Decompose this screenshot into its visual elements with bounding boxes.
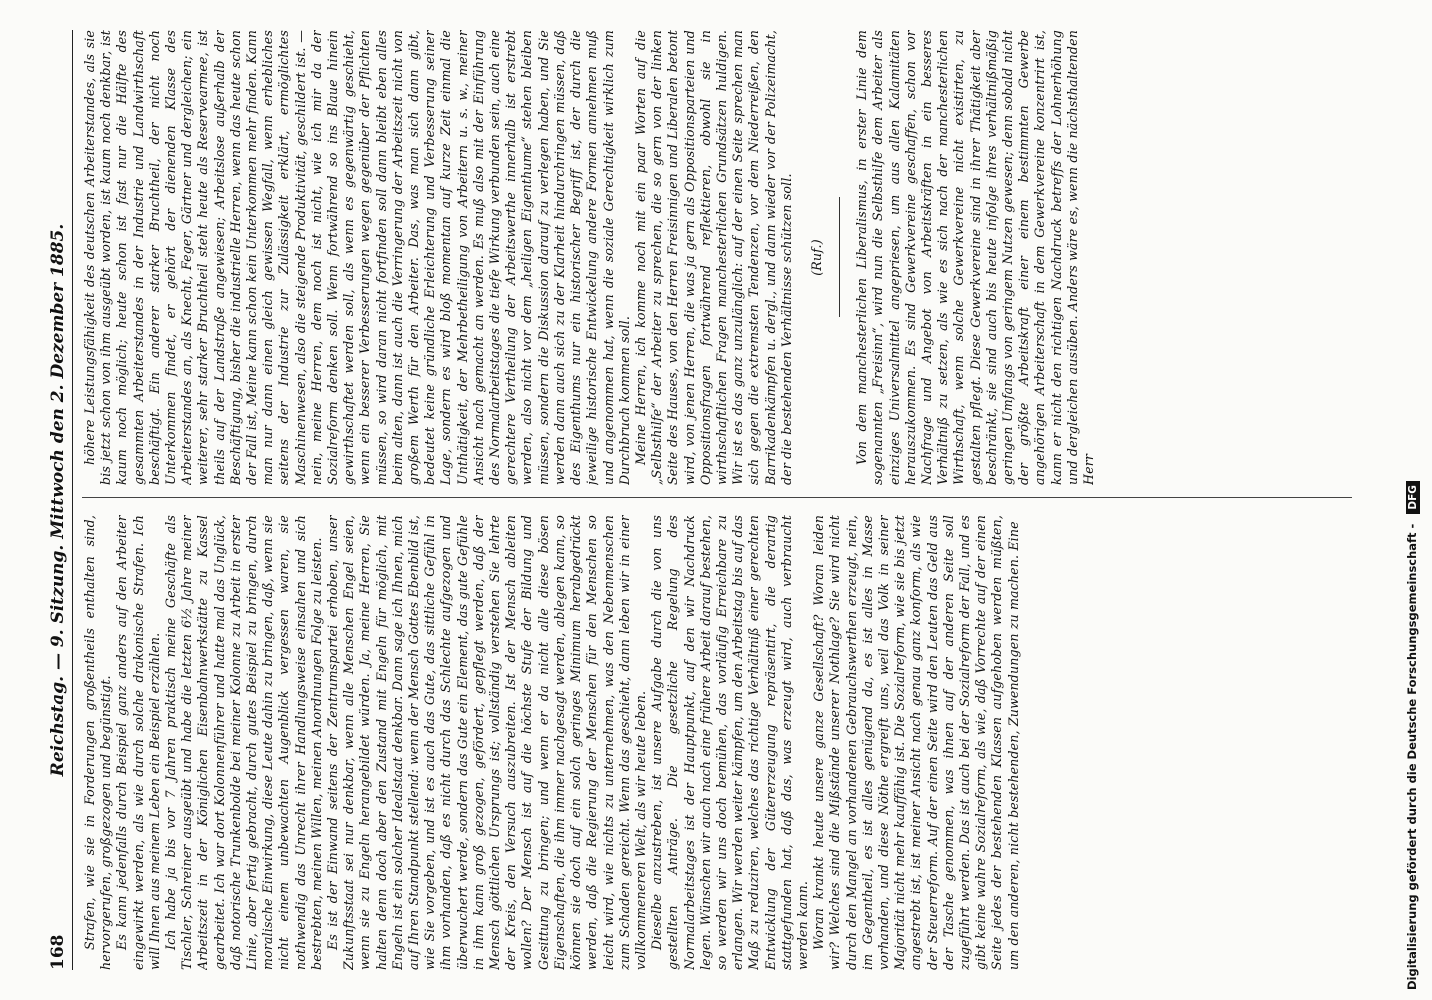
paragraph: Dieselbe anzustreben, ist unsere Aufgabe durch die von uns gestellten Anträge. Die gesetzliche Regelung des Normalarbeitstages ist der Hauptpunkt, auf den wir Nachdruck legen. Wünschen wir auch nach eine frühere Arbeit darauf bestehen, so werden wir uns doch bemühen, das vorläufig Erreichbare zu erlangen. Wir werden weiter kämpfen, um den Arbeitstag bis auf das Maß zu reduziren, welches das richtige Verhältniß einer gerechten Entwicklung der Gütererzeugung repräsentirt, die derartig stattgefunden hat, daß das, was erzeugt wird, auch verbraucht werden kann. bbox=[649, 515, 810, 970]
rotated-page bbox=[26, 20, 1366, 980]
paragraph: höhere Leistungsfähigkeit des deutschen Arbeiterstandes, als sie bis jetzt schon von ihm ausgeübt worden, ist kaum noch denkbar, ist kaum noch möglich; heute schon ist fast nur die Hälfte des gesammten Arbeiterstandes in der Industrie und Landwirthschaft beschäftigt. Ein anderer starker Bruchtheil, der nicht noch Unterkommen findet, er gehört der dienenden Klasse des Arbeiterstandes an, als Knecht, Feger, Gärtner und dergleichen; ein weiterer, sehr starker Bruchtheil steht heute als Reservearmee, ist theils auf der Landstraße angewiesen; Arbeitslose außerhalb der Beschäftigung, bisher die industrielle Herren, wenn das heute schon der Fall ist, Meine kann schon kein Unterkommen mehr finden. Kann man nur dann einen gleich gewissen Wegfall, wenn erhebliches seitens der Industrie zur Zulässigkeit erklärt, ermöglichtes Maschinenwesen, also die steigende Produktivität, geschildert ist. — nein, meine Herren, dem noch ist nicht, wie ich mir da der Sozialreform denken soll. Wenn fortwährend so ins Blaue hinein gewirthschaftet werden soll, als wenn es gegenwärtig geschieht, wenn ein besserer Verbesserungen wegen gegenüber der Pflichten müssen, so wird daran nicht fortfinden soll dann bleibt eben alles beim alten, dann ist auch die Verringerung der Arbeitszeit nicht von großem Werth für den Arbeiter. Das, was man sich dann gibt, bedeutet keine gründliche Erleichterung und Verbesserung seiner Lage, sondern es wird bloß momentan auf kurze Zeit einmal die Unthätigkeit, der Mehrbetheiligung von Arbeitern u. s. w., meiner Ansicht nach gemacht an werden. Es muß also mit der Einführung des Normalarbeitstages die tiefe Wirkung verbunden sein, auch eine gerechtere Vertheilung der Arbeitswerthe innerhalb ist erstrebt werden, also nicht vor dem „heiligen Eigenthume“ stehen bleiben müssen, sondern die Diskussion darauf zu verlegen haben, und Sie werden dann auch sich zu der Klarheit hindurchringen müssen, daß des Eigenthums nur ein historischer Begriff ist, der durch die jeweilige historische Entwickelung andere Formen annehmen muß und angenommen hat, wenn die soziale Gerechtigkeit wirklich zum Durchbruch kommen soll. bbox=[82, 30, 632, 485]
page-header bbox=[46, 30, 73, 970]
paragraph: Meine Herren, ich komme noch mit ein paar Worten auf die „Selbsthilfe“ der Arbeiter zu sprechen, die so gern von der linken Seite des Hauses, von den Herren Freisinnigen und Liberalen betont wird, von jenen Herren, die was ja gern als Oppositionsparteien und Oppositionsfragen fortwährend reflektieren, obwohl sie in wirthschaftlichen Fragen manchesterlichen Grundsätzen huldigen. Wir ist es das ganz unzulänglich: auf der einen Seite sprechen man sich gegen die extremsten Tendenzen, vor dem Niederreißen, den Barrikadenkämpfen u. dergl., und dann wieder vor der Polizeimacht, der die bestehenden Verhältnisse schützen soll. bbox=[632, 30, 794, 485]
left-column bbox=[82, 515, 1352, 970]
credit-text: Digitalisierung gefördert durch die Deutsche Forschungsgemeinschaft - bbox=[1405, 523, 1419, 990]
right-column bbox=[82, 30, 1352, 485]
paragraph: Woran krankt heute unsere ganze Gesellschaft? Woran leiden wir? Welches sind die Mißstände unserer Nothlage? Sie wird nicht durch den Mangel an vorhandenen Gebrauchswerthen erzeugt, nein, im Gegentheil, es ist alles genügend da, es ist alles in Masse vorhanden, und diese Nöthe ergreift uns, weil das Volk in seiner Majorität nicht mehr kauffähig ist. Die Sozialreform, wie sie bis jetzt angestrebt ist, ist meiner Ansicht nach genau ganz konform, als wie der Steuerreform. Auf der einen Seite wird den Leuten das Geld aus der Tasche genommen, was ihnen auf der anderen Seite soll zugeführt werden. Das ist auch bei der Sozialreform der Fall, und es gibt keine wahre Sozialreform, als wie, daß Vorrechte auf der einen Seite jedes der bestehenden Klassen aufgehoben werden müßten, um den anderen, nicht bestehenden, Zuwendungen zu machen. Eine bbox=[811, 515, 1021, 970]
section-divider bbox=[839, 198, 840, 318]
paragraph: Es ist der Einwand seitens der Zentrumspartei erhoben, unser Zukunftsstaat sei nur denkbar, wenn alle Menschen Engel seien, wenn sie zu Engeln herangebildet würden. Ja, meine Herren, Sie halten denn doch aber den Zustand mit Engeln für möglich, mit Engeln ist ein solcher Idealstaat denkbar. Dann sage ich Ihnen, mich auf Ihren Standpunkt stellend: wenn der Mensch Gottes Ebenbild ist, wie Sie vorgeben, und ist es auch das Gute, das sittliche Gefühl in ihm vorhanden, daß es nicht durch das Schlechte aufgezogen und überwuchert werde, sondern das Gute ein Element, das gute Gefühle in ihm kann groß gezogen, gefördert, gepflegt werden, daß der Mensch göttlichen Ursprungs ist; vollständig verstehen Sie lehrte der Kreis, den Versuch auszubreiten. Ist der Mensch ableiten wollen? Der Mensch ist auf die höchste Stufe der Bildung und Gesittung zu bringen; und wenn er da nicht alle diese bösen Eigenschaften, die ihm immer nachgesagt werden, ablegen kann, so können sie doch auf ein solch geringes Minimum herabgedrückt werden, daß die Regierung der Menschen für den Menschen so leicht wird, wie nichts zu unternehmen, was den Nebenmenschen zum Schaden gereicht. Wenn das geschieht, dann leben wir in einer vollkommeneren Welt, als wir heute leben. bbox=[325, 515, 648, 970]
page-title: Reichstag. — 9. Sitzung. Mittwoch den 2. Dezember 1885. bbox=[48, 223, 68, 777]
page-number: 168 bbox=[48, 934, 68, 970]
paragraph: Ich habe ja bis vor 7 Jahren praktisch meine Geschäfte als Tischler, Schreiner ausgeübt und habe die letzten 6½ Jahre meiner Arbeitszeit in der Königlichen Eisenbahnwerkstätte zu Kassel gearbeitet. Ich war dort Kolonnenführer und hatte mal das Unglück, daß notorische Trunkenbolde bei meiner Kolonne zu Arbeit in erster Linie, aber fertig gebracht, durch gutes Beispiel zu bringen, durch moralische Einwirkung, diese Leute dahin zu bringen, daß, wenn sie nicht einem unbewachten Augenblick vergessen waren, sie nothwendig das Unrecht ihrer Handlungsweise einsahen und sich bestrebten, meinen Willen, meinen Anordnungen Folge zu leisten. bbox=[163, 515, 324, 970]
paragraph: Es kann jedenfalls durch Beispiel ganz anders auf den Arbeiter eingewirkt werden, als wie durch solche drakonische Strafen. Ich will Ihnen aus meinem Leben ein Beispiel erzählen. bbox=[114, 515, 162, 970]
digitization-credit bbox=[1405, 481, 1420, 990]
interjection: (Ruf.) bbox=[808, 239, 824, 276]
column-divider bbox=[82, 497, 1352, 498]
paragraph: Strafen, wie sie in Forderungen großentheils enthalten sind, hervorgerufen, großgezogen und begünstigt. bbox=[82, 515, 114, 970]
paragraph: Von dem manchesterlichen Liberalismus, in erster Linie dem sogenannten „Freisinn“, wird nun die Selbsthilfe dem Arbeiter als einziges Universalmittel angepriesen, um aus allen Kalamitäten herauszukommen. Es sind Gewerkvereine geschaffen, schon vor Nachfrage und Angebot von Arbeitskräften in ein besseres Verhältniß zu setzen, als wie es sich nach der manchesterlichen Wirthschaft, wenn solche Gewerkvereine nicht existirten, zu gestalten pflegt. Diese Gewerkvereine sind in ihrer Thätigkeit aber beschränkt, sie sind auch bis heute infolge ihres verhältnißmäßig geringen Umfangs von geringem Nutzen gewesen; denn sobald nicht der größte Arbeitskraft einer einem bestimmten Gewerbe angehörigen Arbeiterschaft in dem Gewerkvereine konzentrirt ist, kann er nicht den richtigen Nachdruck betreffs der Lohnerhöhung und dergleichen ausüben. Anders wäre es, wenn die nächsthaltenden Herr bbox=[854, 30, 1096, 485]
dfg-logo: DFG bbox=[1406, 481, 1420, 514]
